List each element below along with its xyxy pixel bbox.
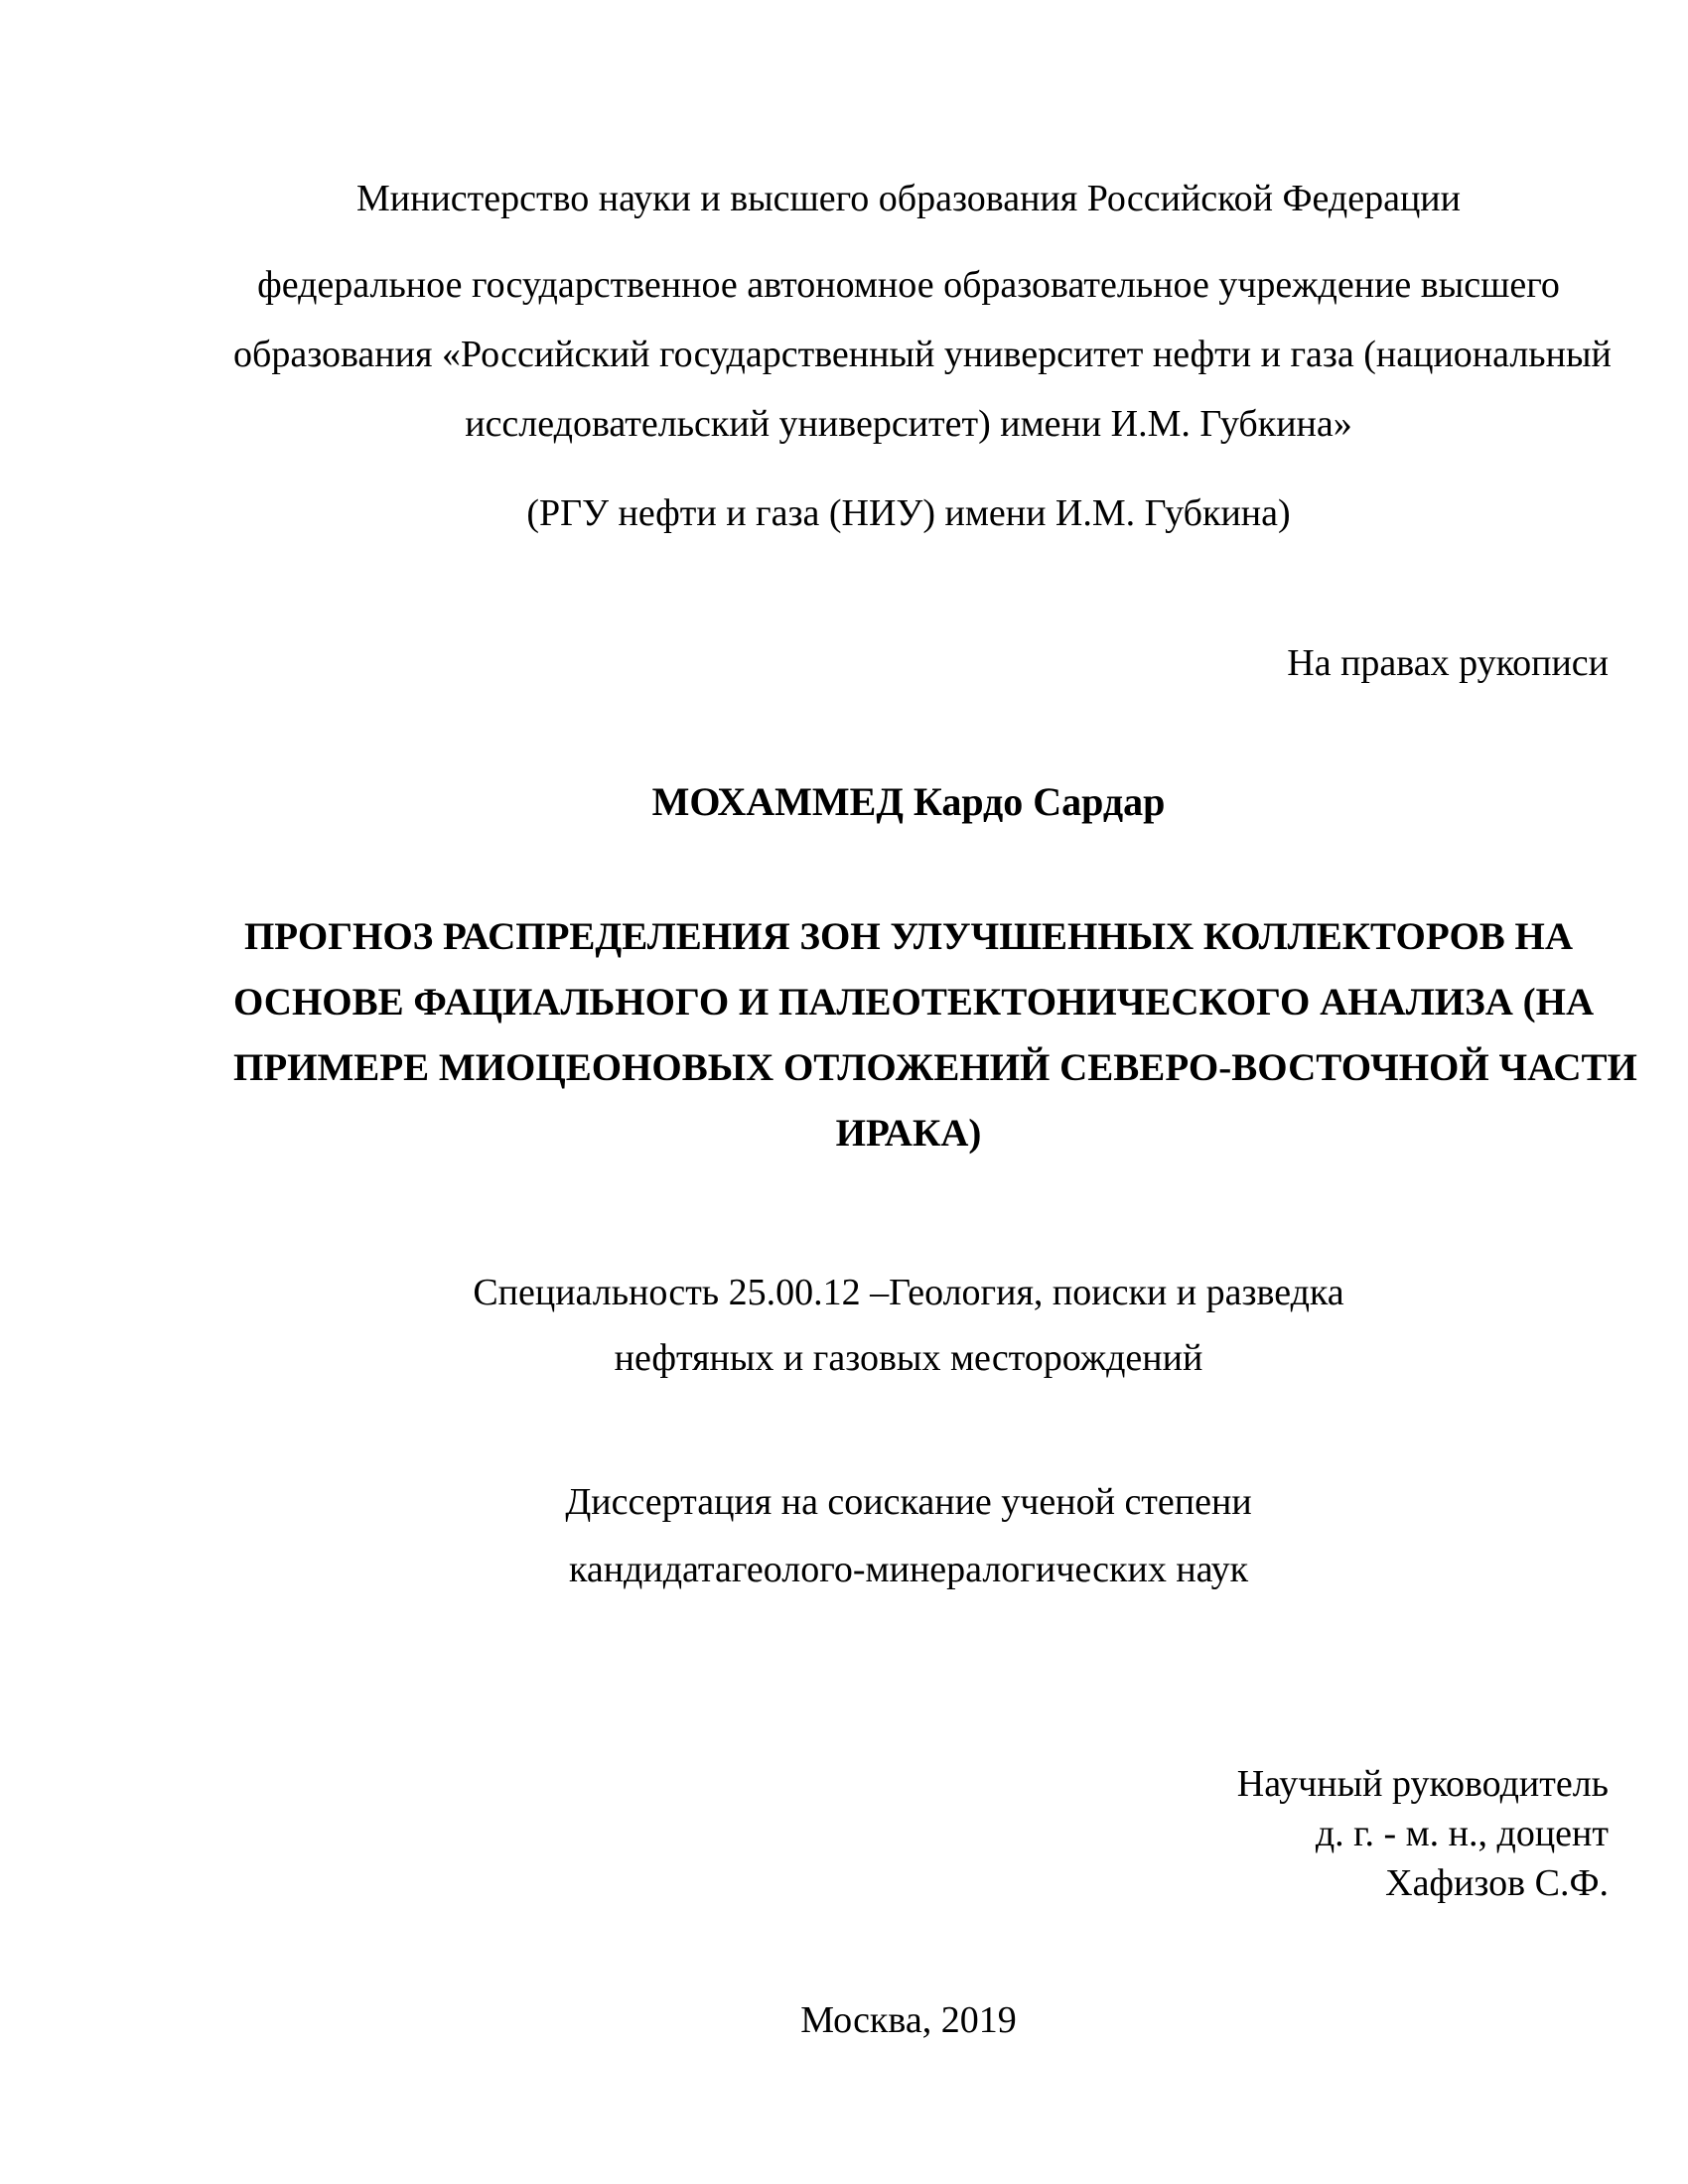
title-line-4: ИРАКА)	[835, 1112, 982, 1155]
supervisor-name: Хафизов С.Ф.	[1385, 1862, 1609, 1904]
specialty-paragraph	[233, 1260, 1584, 1391]
title-line-2: ОСНОВЕ ФАЦИАЛЬНОГО И ПАЛЕОТЕКТОНИЧЕСКОГО АНАЛИЗА (НА	[233, 981, 1595, 1024]
supervisor-degree: д. г. - м. н., доцент	[1315, 1813, 1609, 1854]
university-short-name-paragraph	[233, 479, 1584, 547]
university-short-text: (РГУ нефти и газа (НИУ) имени И.М. Губкина)	[526, 492, 1291, 534]
university-line-2: образования «Российский государственный университет нефти и газа (национальный	[233, 334, 1612, 375]
university-full-name-paragraph	[233, 250, 1612, 459]
dissertation-line-2: кандидатагеолого-минералогических наук	[568, 1549, 1249, 1590]
university-line-1: федеральное государственное автономное образовательное учреждение высшего	[257, 264, 1560, 306]
dissertation-title	[233, 904, 1637, 1166]
supervisor-paragraph	[233, 1759, 1609, 1908]
university-line-3: исследовательский университет) имени И.М. Губкина»	[465, 403, 1352, 445]
specialty-line-2: нефтяных и газовых месторождений	[614, 1337, 1203, 1379]
manuscript-rights-note	[233, 629, 1609, 697]
manuscript-rights-text: На правах рукописи	[1287, 642, 1609, 684]
dissertation-degree-paragraph	[233, 1468, 1584, 1603]
author-name-text: МОХАММЕД Кардо Сардар	[651, 779, 1166, 824]
city-year	[233, 1986, 1584, 2054]
ministry-text: Министерство науки и высшего образования Российской Федерации	[356, 178, 1461, 219]
specialty-line-1: Специальность 25.00.12 –Геология, поиски и разведка	[473, 1272, 1344, 1313]
author-name	[233, 768, 1584, 836]
supervisor-label: Научный руководитель	[1236, 1763, 1609, 1805]
dissertation-line-1: Диссертация на соискание ученой степени	[565, 1481, 1252, 1523]
title-line-3: ПРИМЕРЕ МИОЦЕОНОВЫХ ОТЛОЖЕНИЙ СЕВЕРО-ВОСТОЧНОЙ ЧАСТИ	[233, 1046, 1637, 1089]
city-year-text: Москва, 2019	[800, 1999, 1017, 2041]
title-line-1: ПРОГНОЗ РАСПРЕДЕЛЕНИЯ ЗОН УЛУЧШЕННЫХ КОЛЛЕКТОРОВ НА	[243, 915, 1574, 958]
ministry-paragraph	[233, 165, 1584, 232]
